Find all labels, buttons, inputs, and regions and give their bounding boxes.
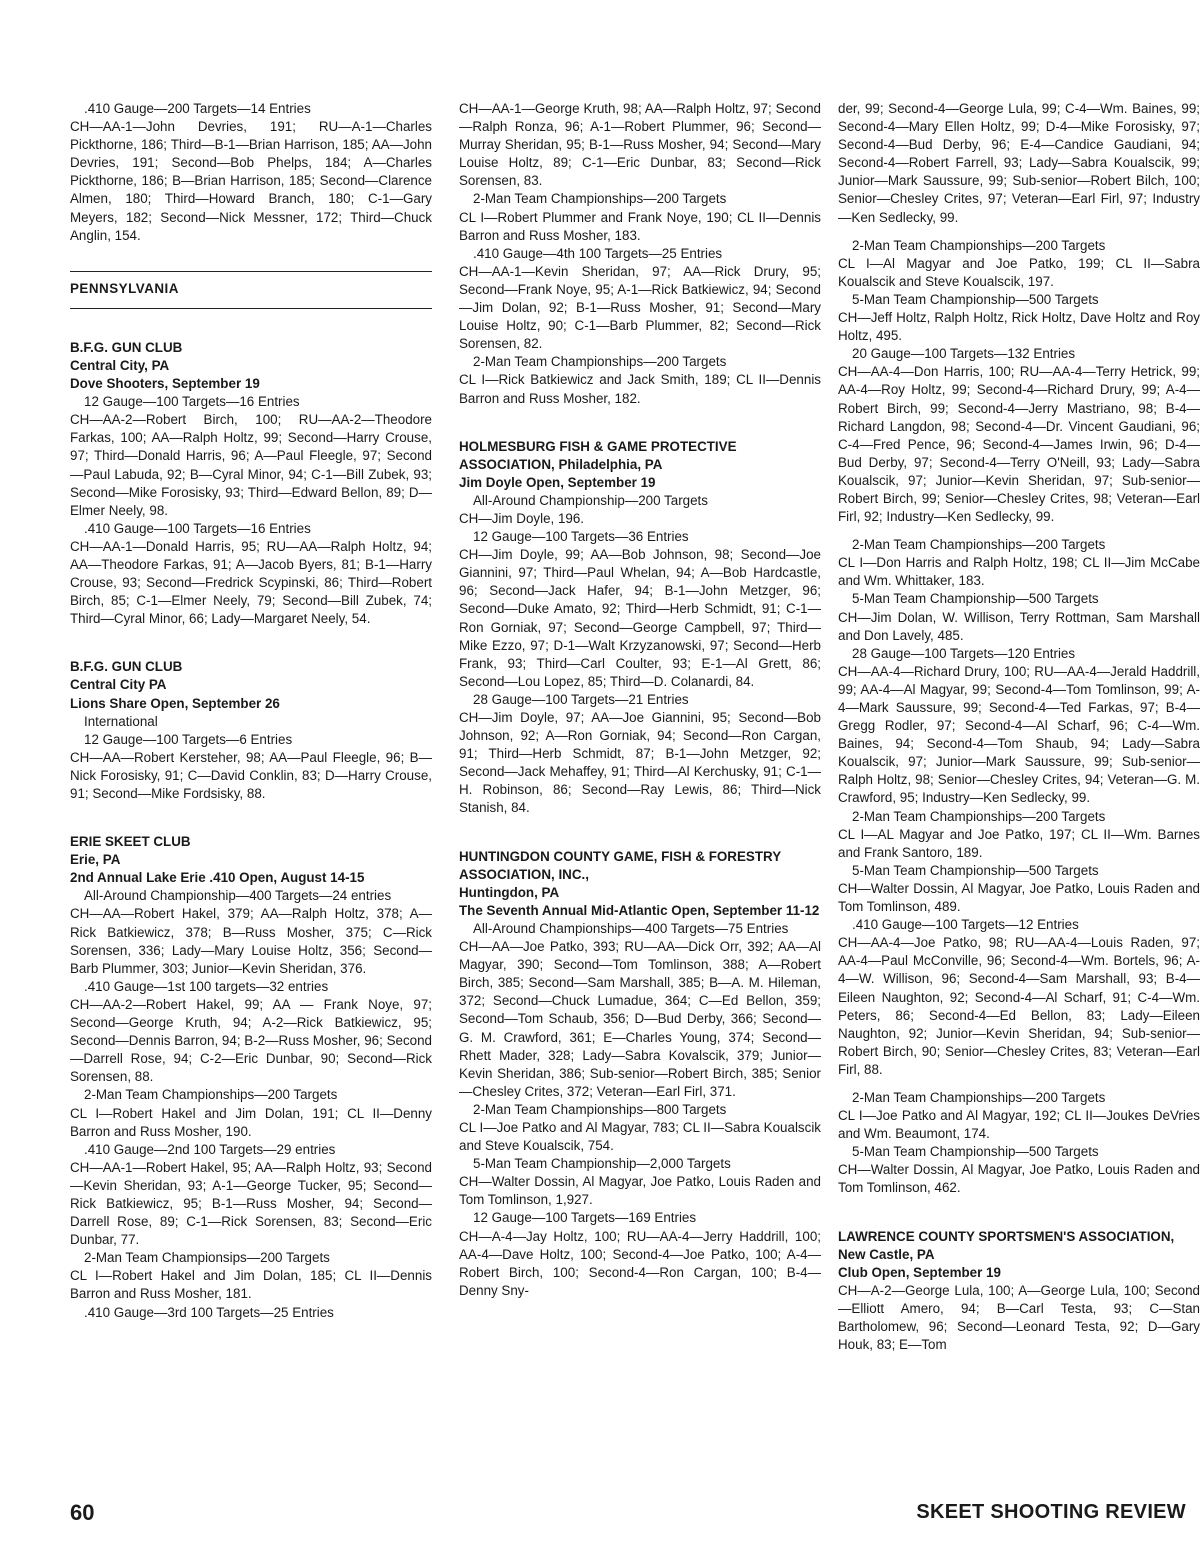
results-paragraph: CH—Walter Dossin, Al Magyar, Joe Patko, Louis Raden and Tom Tomlinson, 1,927. bbox=[459, 1174, 821, 1208]
club-heading: Central City PA bbox=[70, 677, 167, 693]
event-line: 12 Gauge—100 Targets—16 Entries bbox=[84, 394, 300, 410]
results-paragraph: CH—A-2—George Lula, 100; A—George Lula, 100; Second—Elliott Amero, 94; B—Carl Testa, 93; C—Stan Bartholomew, 96; Second—Leonard Testa, 92; D—Gary Houk, 83; E—Tom bbox=[838, 1282, 1200, 1353]
results-paragraph: CH—AA-1—Donald Harris, 95; RU—AA—Ralph Holtz, 94; AA—Theodore Farkas, 91; A—Jacob Byers, 81; B-1—Harry Crouse, 93; Second—Fredrick Scypinski, 86; Third—Robert Birch, 85; C-1—Elmer Neely, 79; Second—Bill Zubek, 74; Third—Cyral Minor, 66; Lady—Margaret Neely, 54. bbox=[70, 538, 432, 627]
paragraph-spacer bbox=[838, 526, 1200, 536]
event-line: 5-Man Team Championship—500 Targets bbox=[852, 862, 1099, 878]
results-paragraph: CH—AA-4—Don Harris, 100; RU—AA-4—Terry Hetrick, 99; AA-4—Roy Holtz, 99; Second-4—Richard Drury, 99; A-4—Robert Birch, 99; Second-4—Jerry Mastriano, 98; B-4—Richard Langdon, 98; Second-4—Dr. Vincent Gaudiani, 96; C-4—Fred Pence, 96; Second-4—James Irwin, 96; D-4—Bud Derby, 97; Second-4—Terry O'Neill, 93; Lady—Sabra Koualscik, 97; Junior—Kevin Sheridan, 97; Sub-senior—Robert Birch, 99; Senior—Chesley Crites, 98; Veteran—Earl Firl, 92; Industry—Ken Sedlecky, 99. bbox=[838, 364, 1200, 525]
results-paragraph: CH—AA—Joe Patko, 393; RU—AA—Dick Orr, 392; AA—Al Magyar, 390; Second—Tom Tomlinson, 388; A—Robert Birch, 385; Second—Sam Marshall, 385; B—A. M. Hileman, 372; Second—Chuck Lumadue, 364; C—Ed Bellon, 359; Second—Tom Schaub, 356; D—Bud Derby, 366; Second—G. M. Crawford, 361; E—Charles Young, 374; Second—Rhett Mader, 328; Lady—Sabra Kovalscik, 379; Junior—Kevin Sheridan, 386; Sub-senior—Robert Birch, 385; Senior—Chesley Crites, 372; Veteran—Earl Firl, 371. bbox=[459, 939, 821, 1099]
club-heading: B.F.G. GUN CLUB bbox=[70, 339, 183, 355]
club-heading: Lions Share Open, September 26 bbox=[70, 695, 280, 711]
section-spacer bbox=[70, 628, 432, 658]
club-heading: The Seventh Annual Mid-Atlantic Open, September 11-12 bbox=[459, 902, 820, 918]
event-line: All-Around Championship—200 Targets bbox=[473, 492, 708, 508]
event-line: .410 Gauge—200 Targets—14 Entries bbox=[84, 101, 311, 116]
results-paragraph: CH—AA-1—George Kruth, 98; AA—Ralph Holtz, 97; Second—Ralph Ronza, 96; A-1—Robert Plummer, 96; Second—Murray Sheridan, 95; B-1—Russ Mosher, 94; Second—Mary Louise Holtz, 89; C-1—Eric Dunbar, 83; Second—Rick Sorensen, 83. bbox=[459, 101, 821, 189]
event-line: 12 Gauge—100 Targets—6 Entries bbox=[84, 731, 293, 747]
section-spacer bbox=[70, 309, 432, 339]
results-paragraph: CH—A-4—Jay Holtz, 100; RU—AA-4—Jerry Haddrill, 100; AA-4—Dave Holtz, 100; Second-4—Joe Patko, 100; A-4—Robert Birch, 100; Second-4—Ron Cargan, 100; B-4—Denny Sny- bbox=[459, 1228, 821, 1298]
event-line: .410 Gauge—4th 100 Targets—25 Entries bbox=[473, 245, 723, 261]
event-line: All-Around Championship—400 Targets—24 entries bbox=[84, 888, 392, 904]
event-line: 12 Gauge—100 Targets—36 Entries bbox=[473, 529, 689, 545]
event-line: .410 Gauge—100 Targets—16 Entries bbox=[84, 520, 311, 536]
results-paragraph: CL I—Robert Hakel and Jim Dolan, 191; CL II—Denny Barron and Russ Mosher, 190. bbox=[70, 1105, 432, 1139]
results-paragraph: CL I—Al Magyar and Joe Patko, 199; CL II—Sabra Koualscik and Steve Koualscik, 197. bbox=[838, 255, 1200, 289]
club-heading: HUNTINGDON COUNTY GAME, FISH & FORESTRY ASSOCIATION, INC., bbox=[459, 848, 781, 882]
results-paragraph: CH—Walter Dossin, Al Magyar, Joe Patko, Louis Raden and Tom Tomlinson, 462. bbox=[838, 1162, 1200, 1196]
club-heading: ERIE SKEET CLUB bbox=[70, 834, 191, 850]
results-paragraph: CH—Jim Dolan, W. Willison, Terry Rottman, Sam Marshall and Don Lavely, 485. bbox=[838, 609, 1200, 643]
club-heading: Club Open, September 19 bbox=[838, 1264, 1001, 1280]
results-paragraph: CL I—AL Magyar and Joe Patko, 197; CL II—Wm. Barnes and Frank Santoro, 189. bbox=[838, 826, 1200, 860]
event-line: 28 Gauge—100 Targets—21 Entries bbox=[473, 691, 689, 707]
club-heading: Erie, PA bbox=[70, 852, 121, 868]
section-spacer bbox=[838, 1198, 1200, 1228]
magazine-title: SKEET SHOOTING REVIEW bbox=[916, 1501, 1186, 1523]
event-line: 2-Man Team Championships—200 Targets bbox=[473, 354, 727, 370]
column-left bbox=[70, 100, 432, 1322]
event-line: 20 Gauge—100 Targets—132 Entries bbox=[852, 346, 1076, 362]
club-heading: LAWRENCE COUNTY SPORTSMEN'S ASSOCIATION, New Castle, PA bbox=[838, 1228, 1175, 1262]
results-paragraph: CL I—Rick Batkiewicz and Jack Smith, 189; CL II—Dennis Barron and Russ Mosher, 182. bbox=[459, 372, 821, 406]
results-paragraph: CH—AA-4—Joe Patko, 98; RU—AA-4—Louis Raden, 97; AA-4—Paul McConville, 96; Second-4—Wm. Bortels, 96; A-4—W. Willison, 96; Second-4—Sam Marshall, 93; B-4—Eileen Naughton, 92; Second-4—Al Scharf, 91; C-4—Wm. Peters, 86; Second-4—Ed Bellon, 83; Lady—Eileen Naughton, 92; Junior—Kevin Sheridan, 94; Sub-senior—Robert Birch, 90; Senior—Chesley Crites, 83; Veteran—Earl Firl, 88. bbox=[838, 935, 1200, 1077]
results-paragraph: CH—AA-1—John Devries, 191; RU—A-1—Charles Pickthorne, 186; Third—B-1—Brian Harrison, 185; AA—John Devries, 191; Second—Bob Phelps, 184; A—Charles Pickthorne, 186; B—Brian Harrison, 185; Second—Clarence Almen, 180; Third—Howard Branch, 180; C-1—Gary Meyers, 182; Second—Nick Messner, 172; Third—Chuck Anglin, 154. bbox=[70, 119, 432, 243]
event-line: 2-Man Team Championships—800 Targets bbox=[473, 1101, 727, 1117]
event-line: 5-Man Team Championship—2,000 Targets bbox=[473, 1156, 731, 1172]
results-paragraph: CH—Jim Doyle, 97; AA—Joe Giannini, 95; Second—Bob Johnson, 92; A—Ron Gorniak, 94; Second—Ron Cargan, 91; Third—Herb Schmidt, 87; B-1—John Metzger, 92; Second—Jack Mehaffey, 91; Third—Al Kerchusky, 91; C-1—H. Robinson, 86; Second—Ray Lewis, 86; Third—Nick Stanish, 84. bbox=[459, 710, 821, 816]
club-heading: Huntingdon, PA bbox=[459, 884, 560, 900]
event-line: 5-Man Team Championship—500 Targets bbox=[852, 291, 1099, 307]
event-line: .410 Gauge—3rd 100 Targets—25 Entries bbox=[84, 1304, 334, 1320]
event-line: 2-Man Team Championships—200 Targets bbox=[84, 1087, 338, 1103]
results-paragraph: CH—Walter Dossin, Al Magyar, Joe Patko, Louis Raden and Tom Tomlinson, 489. bbox=[838, 880, 1200, 915]
event-line: All-Around Championships—400 Targets—75 Entries bbox=[473, 920, 789, 936]
event-line: 12 Gauge—100 Targets—169 Entries bbox=[473, 1210, 697, 1226]
club-heading: B.F.G. GUN CLUB bbox=[70, 659, 183, 675]
results-paragraph: CH—AA-2—Robert Birch, 100; RU—AA-2—Theodore Farkas, 100; AA—Ralph Holtz, 99; Second—Harry Crouse, 97; Third—Donald Harris, 96; A—Paul Fleegle, 97; Second—Paul Labuda, 92; B—Cyral Minor, 94; C-1—Bill Zubek, 93; Second—Mike Forosisky, 93; Third—Edward Bellon, 89; D—Elmer Neely, 98. bbox=[70, 412, 432, 518]
results-paragraph: CL I—Joe Patko and Al Magyar, 783; CL II—Sabra Koualscik and Steve Koualscik, 754. bbox=[459, 1119, 821, 1154]
results-paragraph: CL I—Joe Patko and Al Magyar, 192; CL II—Joukes DeVries and Wm. Beaumont, 174. bbox=[838, 1108, 1200, 1142]
results-paragraph: der, 99; Second-4—George Lula, 99; C-4—Wm. Baines, 99; Second-4—Mary Ellen Holtz, 99; D-4—Mike Forosisky, 97; Second-4—Bud Derby, 96; E-4—Candice Gaudiani, 94; Second-4—Robert Farrell, 93; Lady—Sabra Koualscik, 99; Junior—Mark Saussure, 99; Sub-senior—Robert Bilch, 100; Senior—Chesley Crites, 97; Veteran—Earl Firl, 97; Industry—Ken Sedlecky, 99. bbox=[838, 101, 1200, 225]
club-heading: HOLMESBURG FISH & GAME PROTECTIVE ASSOCIATION, Philadelphia, PA bbox=[459, 438, 737, 472]
event-line: International bbox=[84, 713, 158, 729]
state-heading: PENNSYLVANIA bbox=[70, 280, 179, 296]
results-paragraph: CH—AA—Robert Hakel, 379; AA—Ralph Holtz, 378; A—Rick Batkiewicz, 378; B—Russ Mosher, 375; C—Rick Sorensen, 336; Lady—Mary Louise Holtz, 356; Second—Barb Plummer, 303; Junior—Kevin Sheridan, 376. bbox=[70, 906, 432, 976]
event-line: 2-Man Team Championsips—200 Targets bbox=[84, 1250, 330, 1266]
column-middle bbox=[459, 100, 821, 1300]
section-spacer bbox=[459, 818, 821, 848]
paragraph-spacer bbox=[838, 1079, 1200, 1089]
results-paragraph: CH—AA-1—Kevin Sheridan, 97; AA—Rick Drury, 95; Second—Frank Noye, 95; A-1—Rick Batkiewicz, 94; Second—Jim Dolan, 92; B-1—Russ Mosher, 91; Second—Mary Louise Holtz, 90; C-1—Barb Plummer, 82; Second—Rick Sorensen, 82. bbox=[459, 263, 821, 352]
club-heading: Central City, PA bbox=[70, 357, 170, 373]
event-line: 2-Man Team Championships—200 Targets bbox=[852, 1089, 1106, 1105]
results-paragraph: CH—AA-1—Robert Hakel, 95; AA—Ralph Holtz, 93; Second—Kevin Sheridan, 93; A-1—George Tucker, 95; Second—Rick Batkiewicz, 95; B-1—Russ Mosher, 94; Second—Darrell Rose, 89; C-1—Rick Sorensen, 83; Second—Eric Dunbar, 77. bbox=[70, 1159, 432, 1248]
results-paragraph: CH—AA-2—Robert Hakel, 99; AA — Frank Noye, 97; Second—George Kruth, 94; A-2—Rick Batkiewicz, 95; Second—Dennis Barron, 94; B-2—Russ Mosher, 96; Second—Darrell Rose, 94; C-2—Eric Dunbar, 90; Second—Rick Sorensen, 88. bbox=[70, 996, 432, 1085]
section-spacer bbox=[70, 803, 432, 833]
results-paragraph: CL I—Don Harris and Ralph Holtz, 198; CL II—Jim McCabe and Wm. Whittaker, 183. bbox=[838, 555, 1200, 589]
results-paragraph: CH—AA—Robert Kersteher, 98; AA—Paul Fleegle, 96; B—Nick Forosisky, 91; C—David Conklin, 83; D—Harry Crouse, 91; Second—Mike Fordsisky, 88. bbox=[70, 749, 432, 801]
club-heading: Dove Shooters, September 19 bbox=[70, 376, 260, 392]
results-paragraph: CL I—Robert Plummer and Frank Noye, 190; CL II—Dennis Barron and Russ Mosher, 183. bbox=[459, 209, 821, 243]
results-paragraph: CH—AA-4—Richard Drury, 100; RU—AA-4—Jerald Haddrill, 99; AA-4—Al Magyar, 99; Second-4—Tom Tomlinson, 99; A-4—Mark Saussure, 99; Second-4—Ted Farkas, 97; B-4—Gregg Rodler, 97; Second-4—Al Scharf, 96; C-4—Wm. Baines, 94; Second-4—Tom Shaub, 94; Lady—Sabra Koualscik, 97; Junior—Mark Saussure, 99; Sub-senior—Ralph Holtz, 98; Senior—Chesley Crites, 94; Veteran—G. M. Crawford, 95; Industry—Ken Sedlecky, 99. bbox=[838, 663, 1200, 806]
results-paragraph: CL I—Robert Hakel and Jim Dolan, 185; CL II—Dennis Barron and Russ Mosher, 181. bbox=[70, 1268, 432, 1302]
page-number: 60 bbox=[70, 1500, 95, 1525]
event-line: 2-Man Team Championships—200 Targets bbox=[473, 191, 727, 207]
column-right bbox=[838, 100, 1200, 1354]
event-line: .410 Gauge—2nd 100 Targets—29 entries bbox=[84, 1141, 336, 1157]
event-line: 2-Man Team Championships—200 Targets bbox=[852, 537, 1106, 553]
club-heading: Jim Doyle Open, September 19 bbox=[459, 474, 656, 490]
event-line: 5-Man Team Championship—500 Targets bbox=[852, 1144, 1099, 1160]
event-line: .410 Gauge—100 Targets—12 Entries bbox=[852, 917, 1079, 933]
event-line: 2-Man Team Championships—200 Targets bbox=[852, 808, 1106, 824]
event-line: 2-Man Team Championships—200 Targets bbox=[852, 237, 1106, 253]
club-heading: 2nd Annual Lake Erie .410 Open, August 14-15 bbox=[70, 870, 365, 886]
paragraph-spacer bbox=[838, 227, 1200, 237]
results-paragraph: CH—Jim Doyle, 99; AA—Bob Johnson, 98; Second—Joe Giannini, 97; Third—Paul Whelan, 94; A—Bob Hardcastle, 96; Second—Jack Hafer, 94; B-1—John Metzger, 96; Second—Duke Amato, 92; Third—Herb Schmidt, 91; C-1—Ron Gorniak, 97; Second—George Campbell, 97; Third—Mike Ezzo, 97; D-1—Walt Krzyzanowski, 97; Second—Herb Frank, 93; Third—Carl Coulter, 93; E-1—Al Grett, 86; Second—Lou Lopez, 85; Third—D. Colanardi, 84. bbox=[459, 547, 821, 689]
results-paragraph: CH—Jeff Holtz, Ralph Holtz, Rick Holtz, Dave Holtz and Roy Holtz, 495. bbox=[838, 310, 1200, 344]
event-line: 28 Gauge—100 Targets—120 Entries bbox=[852, 645, 1076, 661]
results-paragraph: CH—Jim Doyle, 196. bbox=[459, 510, 585, 526]
event-line: 5-Man Team Championship—500 Targets bbox=[852, 591, 1099, 607]
section-spacer bbox=[459, 408, 821, 438]
event-line: .410 Gauge—1st 100 targets—32 entries bbox=[84, 978, 329, 994]
